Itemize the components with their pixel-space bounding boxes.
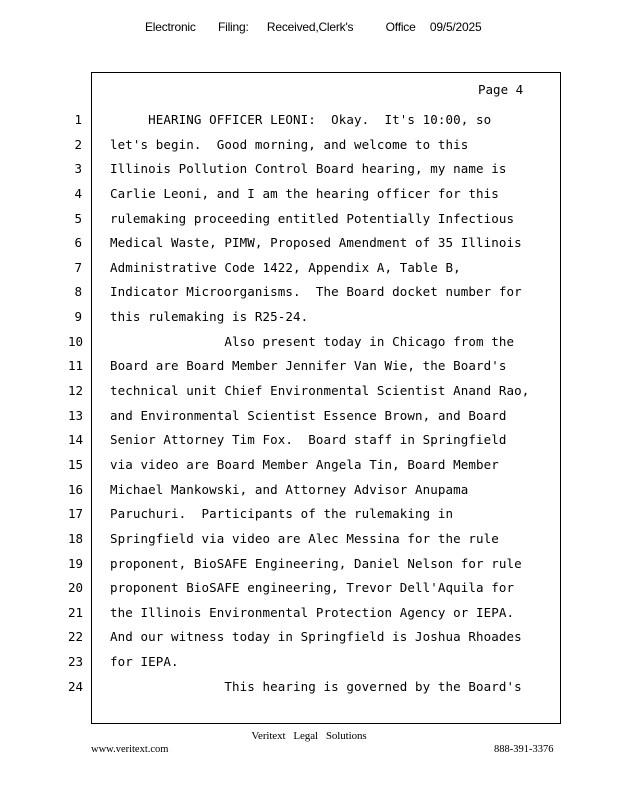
line-text: and Environmental Scientist Essence Brown, and Board	[110, 407, 507, 423]
transcript-line	[0, 556, 618, 581]
filing-received-label: Received,Clerk's	[266, 20, 354, 34]
line-text: This hearing is governed by the Board's	[110, 678, 522, 694]
transcript-line	[0, 629, 618, 654]
footer-website: www.veritext.com	[91, 744, 169, 755]
line-text: Indicator Microorganisms. The Board docket number for	[110, 284, 522, 300]
transcript-line	[0, 235, 618, 260]
transcript-line	[0, 457, 618, 482]
transcript-line	[0, 432, 618, 457]
line-text: Board are Board Member Jennifer Van Wie, the Board's	[110, 358, 507, 374]
transcript-line	[0, 186, 618, 211]
line-text: rulemaking proceeding entitled Potentially Infectious	[110, 210, 515, 226]
line-number: 19	[68, 555, 84, 571]
transcript-line	[0, 506, 618, 531]
transcript-line	[0, 284, 618, 309]
filing-stamp-header	[145, 20, 481, 34]
line-number: 12	[68, 383, 84, 399]
footer-company: Veritext Legal Solutions	[251, 730, 367, 742]
line-number: 4	[74, 185, 82, 201]
line-text: Illinois Pollution Control Board hearing, my name is	[110, 161, 507, 177]
line-number: 20	[68, 580, 84, 596]
line-text: technical unit Chief Environmental Scientist Anand Rao,	[110, 383, 530, 399]
line-text: let's begin. Good morning, and welcome to this	[110, 136, 469, 152]
line-text: via video are Board Member Angela Tin, Board Member	[110, 456, 499, 472]
line-number: 18	[68, 530, 84, 546]
line-number: 9	[74, 309, 82, 325]
line-text: the Illinois Environmental Protection Agency or IEPA.	[110, 604, 515, 620]
transcript-line	[0, 531, 618, 556]
line-number: 24	[68, 678, 84, 694]
line-number: 13	[68, 407, 84, 423]
transcript-line	[0, 482, 618, 507]
transcript-line	[0, 654, 618, 679]
line-number: 15	[68, 456, 84, 472]
line-number: 3	[74, 161, 82, 177]
line-number: 14	[68, 432, 84, 448]
footer-phone: 888-391-3376	[494, 744, 554, 755]
line-text: this rulemaking is R25-24.	[110, 309, 309, 325]
filing-date: 09/5/2025	[429, 20, 482, 34]
line-number: 1	[74, 112, 82, 127]
line-number: 17	[68, 506, 84, 522]
transcript-line	[0, 211, 618, 236]
transcript-line	[0, 112, 618, 137]
line-text: Carlie Leoni, and I am the hearing officer for this	[110, 185, 499, 201]
line-text: Medical Waste, PIMW, Proposed Amendment of 35 Illinois	[110, 235, 522, 251]
page-number: Page 4	[478, 82, 524, 97]
line-number: 11	[68, 358, 84, 374]
transcript-line	[0, 408, 618, 433]
line-number: 6	[74, 235, 82, 251]
line-number: 23	[68, 654, 84, 670]
line-number: 22	[68, 629, 84, 645]
line-number: 2	[74, 136, 82, 152]
line-number: 5	[74, 210, 82, 226]
transcript-line	[0, 605, 618, 630]
line-text: Administrative Code 1422, Appendix A, Table B,	[110, 259, 461, 275]
transcript-line	[0, 383, 618, 408]
line-text: Senior Attorney Tim Fox. Board staff in Springfield	[110, 432, 507, 448]
transcript-line	[0, 580, 618, 605]
transcript-line	[0, 260, 618, 285]
transcript-line	[0, 358, 618, 383]
transcript-lines	[0, 112, 618, 703]
transcript-line	[0, 334, 618, 359]
line-text: HEARING OFFICER LEONI: Okay. It's 10:00, so	[110, 112, 492, 127]
line-text: Also present today in Chicago from the	[110, 333, 515, 349]
line-text: Springfield via video are Alec Messina for the rule	[110, 530, 499, 546]
line-text: proponent BioSAFE engineering, Trevor Dell'Aquila for	[110, 580, 515, 596]
line-number: 16	[68, 481, 84, 497]
transcript-line	[0, 309, 618, 334]
line-text: proponent, BioSAFE Engineering, Daniel Nelson for rule	[110, 555, 522, 571]
filing-office-label: Office	[385, 20, 416, 34]
line-number: 8	[74, 284, 82, 300]
line-number: 7	[74, 259, 82, 275]
line-text: And our witness today in Springfield is Joshua Rhoades	[110, 629, 522, 645]
line-number: 21	[68, 604, 84, 620]
line-text: for IEPA.	[110, 654, 179, 670]
line-text: Michael Mankowski, and Attorney Advisor Anupama	[110, 481, 469, 497]
transcript-line	[0, 161, 618, 186]
line-number: 10	[68, 333, 84, 349]
transcript-line	[0, 137, 618, 162]
line-text: Paruchuri. Participants of the rulemaking in	[110, 506, 454, 522]
filing-electronic-label: Electronic	[145, 20, 196, 34]
transcript-line	[0, 679, 618, 704]
filing-filing-label: Filing:	[217, 20, 249, 34]
